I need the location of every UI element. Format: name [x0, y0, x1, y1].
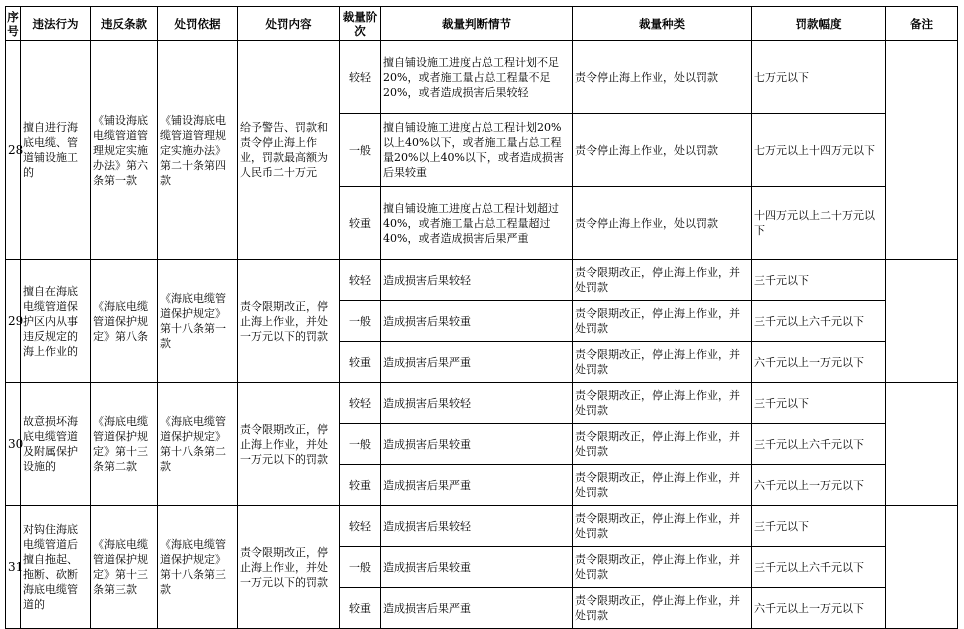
header-circumstance: 裁量判断情节 — [381, 7, 573, 41]
type-cell: 责令限期改正，停止海上作业，并处罚款 — [573, 342, 752, 383]
circumstance-cell: 造成损害后果严重 — [381, 342, 573, 383]
range-cell: 三千元以上六千元以下 — [752, 547, 886, 588]
content-cell: 责令限期改正，停止海上作业，并处一万元以下的罚款 — [238, 506, 340, 629]
level-cell: 一般 — [340, 424, 381, 465]
violation-cell: 对钩住海底电缆管道后擅自拖起、拖断、砍断海底电缆管道的 — [21, 506, 91, 629]
basis-cell: 《铺设海底电缆管道管理规定实施办法》第二十条第四款 — [158, 41, 238, 260]
seq-cell: 29 — [6, 260, 21, 383]
type-cell: 责令限期改正，停止海上作业，并处罚款 — [573, 506, 752, 547]
note-cell — [886, 41, 958, 260]
circumstance-cell: 擅自铺设施工进度占总工程计划20%以上40%以下，或者施工量占总工程量20%以上40%以下，或者造成损害后果较重 — [381, 114, 573, 187]
level-cell: 较重 — [340, 342, 381, 383]
range-cell: 七万元以下 — [752, 41, 886, 114]
circumstance-cell: 擅自铺设施工进度占总工程计划超过40%，或者施工量占总工程量超过40%，或者造成损害后果严重 — [381, 187, 573, 260]
level-cell: 较轻 — [340, 506, 381, 547]
content-cell: 责令限期改正，停止海上作业，并处一万元以下的罚款 — [238, 383, 340, 506]
range-cell: 七万元以上十四万元以下 — [752, 114, 886, 187]
note-cell — [886, 260, 958, 383]
type-cell: 责令限期改正，停止海上作业，并处罚款 — [573, 588, 752, 629]
level-cell: 一般 — [340, 114, 381, 187]
range-cell: 三千元以下 — [752, 260, 886, 301]
header-note: 备注 — [886, 7, 958, 41]
circumstance-cell: 造成损害后果较轻 — [381, 506, 573, 547]
circumstance-cell: 造成损害后果较轻 — [381, 260, 573, 301]
range-cell: 六千元以上一万元以下 — [752, 342, 886, 383]
header-type: 裁量种类 — [573, 7, 752, 41]
type-cell: 责令限期改正，停止海上作业，并处罚款 — [573, 465, 752, 506]
header-violation: 违法行为 — [21, 7, 91, 41]
basis-cell: 《海底电缆管道保护规定》第十八条第一款 — [158, 260, 238, 383]
level-cell: 较轻 — [340, 41, 381, 114]
content-cell: 给予警告、罚款和责令停止海上作业，罚款最高额为人民币二十万元 — [238, 41, 340, 260]
type-cell: 责令停止海上作业，处以罚款 — [573, 114, 752, 187]
header-level: 裁量阶次 — [340, 7, 381, 41]
content-cell: 责令限期改正，停止海上作业，并处一万元以下的罚款 — [238, 260, 340, 383]
article-cell: 《海底电缆管道保护规定》第十三条第二款 — [91, 383, 158, 506]
level-cell: 较重 — [340, 187, 381, 260]
range-cell: 六千元以上一万元以下 — [752, 465, 886, 506]
type-cell: 责令限期改正，停止海上作业，并处罚款 — [573, 424, 752, 465]
violation-cell: 擅自在海底电缆管道保护区内从事违反规定的海上作业的 — [21, 260, 91, 383]
violation-cell: 擅自进行海底电缆、管道铺设施工的 — [21, 41, 91, 260]
level-cell: 较轻 — [340, 383, 381, 424]
circumstance-cell: 造成损害后果严重 — [381, 465, 573, 506]
circumstance-cell: 造成损害后果严重 — [381, 588, 573, 629]
range-cell: 三千元以上六千元以下 — [752, 424, 886, 465]
note-cell — [886, 506, 958, 629]
level-cell: 较重 — [340, 588, 381, 629]
penalty-discretion-table — [5, 6, 958, 629]
violation-cell: 故意损坏海底电缆管道及附属保护设施的 — [21, 383, 91, 506]
range-cell: 六千元以上一万元以下 — [752, 588, 886, 629]
table-row — [6, 506, 958, 547]
seq-cell: 30 — [6, 383, 21, 506]
circumstance-cell: 造成损害后果较重 — [381, 547, 573, 588]
level-cell: 一般 — [340, 301, 381, 342]
seq-cell: 28 — [6, 41, 21, 260]
header-basis: 处罚依据 — [158, 7, 238, 41]
article-cell: 《海底电缆管道保护规定》第八条 — [91, 260, 158, 383]
table-row — [6, 383, 958, 424]
note-cell — [886, 383, 958, 506]
basis-cell: 《海底电缆管道保护规定》第十八条第三款 — [158, 506, 238, 629]
level-cell: 较轻 — [340, 260, 381, 301]
header-range: 罚款幅度 — [752, 7, 886, 41]
range-cell: 三千元以下 — [752, 383, 886, 424]
basis-cell: 《海底电缆管道保护规定》第十八条第二款 — [158, 383, 238, 506]
table-row — [6, 260, 958, 301]
article-cell: 《铺设海底电缆管道管理规定实施办法》第六条第一款 — [91, 41, 158, 260]
type-cell: 责令停止海上作业，处以罚款 — [573, 187, 752, 260]
range-cell: 三千元以上六千元以下 — [752, 301, 886, 342]
table-row — [6, 41, 958, 114]
type-cell: 责令停止海上作业，处以罚款 — [573, 41, 752, 114]
range-cell: 十四万元以上二十万元以下 — [752, 187, 886, 260]
type-cell: 责令限期改正，停止海上作业，并处罚款 — [573, 383, 752, 424]
range-cell: 三千元以下 — [752, 506, 886, 547]
level-cell: 一般 — [340, 547, 381, 588]
header-content: 处罚内容 — [238, 7, 340, 41]
article-cell: 《海底电缆管道保护规定》第十三条第三款 — [91, 506, 158, 629]
circumstance-cell: 造成损害后果较重 — [381, 301, 573, 342]
level-cell: 较重 — [340, 465, 381, 506]
circumstance-cell: 造成损害后果较重 — [381, 424, 573, 465]
type-cell: 责令限期改正，停止海上作业，并处罚款 — [573, 260, 752, 301]
header-row — [6, 7, 958, 41]
circumstance-cell: 擅自铺设施工进度占总工程计划不足20%，或者施工量占总工程量不足20%，或者造成损害后果较轻 — [381, 41, 573, 114]
type-cell: 责令限期改正，停止海上作业，并处罚款 — [573, 547, 752, 588]
seq-cell: 31 — [6, 506, 21, 629]
type-cell: 责令限期改正，停止海上作业，并处罚款 — [573, 301, 752, 342]
header-article: 违反条款 — [91, 7, 158, 41]
header-seq: 序号 — [6, 7, 21, 41]
circumstance-cell: 造成损害后果较轻 — [381, 383, 573, 424]
